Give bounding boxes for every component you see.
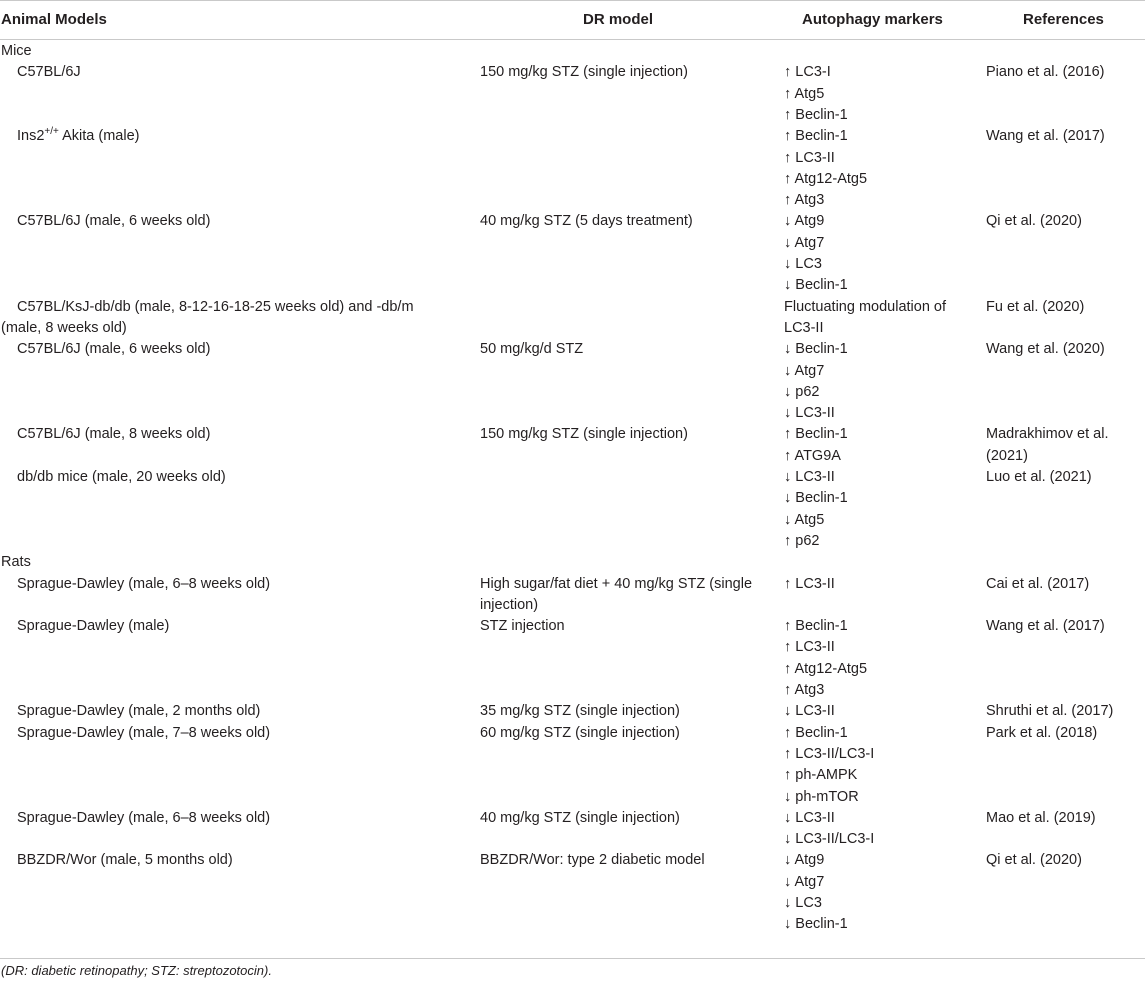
animal-model-cell: Sprague-Dawley (male, 6–8 weeks old): [17, 575, 271, 592]
autophagy-marker-cell: ↑ LC3-II/LC3-I: [784, 745, 875, 762]
autophagy-marker-cell: ↓ Atg7: [784, 362, 825, 379]
table-footnote: (DR: diabetic retinopathy; STZ: streptozotocin).: [1, 963, 272, 978]
autophagy-marker-cell: ↑ LC3-II: [784, 149, 835, 166]
autophagy-marker-cell: ↓ ph-mTOR: [784, 788, 859, 805]
autophagy-marker-cell: ↑ Atg3: [784, 682, 825, 698]
animal-model-cell: db/db mice (male, 20 weeks old): [17, 469, 226, 485]
reference-cell: Luo et al. (2021): [986, 469, 1092, 485]
autophagy-marker-cell: ↑ ph-AMPK: [784, 767, 858, 784]
dr-model-cell: 150 mg/kg STZ (single injection): [480, 426, 688, 443]
autophagy-marker-cell: ↑ Atg5: [784, 85, 825, 102]
dr-model-cell: 50 mg/kg/d STZ: [480, 341, 584, 358]
reference-cell: Shruthi et al. (2017): [986, 703, 1114, 720]
table-bottom-rule: [0, 958, 1145, 959]
autophagy-marker-cell: ↑ Beclin-1: [784, 724, 848, 741]
autophagy-marker-cell: ↓ LC3-II: [784, 703, 835, 720]
dr-model-cell: injection): [480, 596, 539, 613]
dr-model-cell: BBZDR/Wor: type 2 diabetic model: [480, 852, 705, 869]
autophagy-marker-cell: ↓ Atg9: [784, 213, 825, 230]
autophagy-marker-cell: ↓ Atg9: [784, 852, 825, 869]
autophagy-marker-cell: ↑ Atg12-Atg5: [784, 170, 868, 187]
animal-model-cell: C57BL/KsJ-db/db (male, 8-12-16-18-25 weeks old) and -db/m: [17, 298, 414, 315]
dr-model-cell: 60 mg/kg STZ (single injection): [480, 724, 680, 741]
autophagy-marker-cell: ↓ Beclin-1: [784, 490, 848, 507]
animal-model-cell: (male, 8 weeks old): [1, 319, 127, 336]
animal-model-cell: Sprague-Dawley (male): [17, 618, 170, 635]
autophagy-marker-cell: ↑ ATG9A: [784, 447, 841, 464]
autophagy-marker-cell: ↓ Atg5: [784, 511, 825, 528]
autophagy-marker-cell: ↓ Beclin-1: [784, 341, 848, 358]
autophagy-marker-cell: ↓ LC3-II/LC3-I: [784, 831, 875, 848]
animal-model-cell: C57BL/6J: [17, 64, 81, 81]
autophagy-marker-cell: ↑ LC3-II: [784, 575, 835, 592]
autophagy-marker-cell: ↓ LC3: [784, 895, 822, 911]
animal-model-cell: C57BL/6J (male, 8 weeks old): [17, 426, 211, 443]
header-animal-models: Animal Models: [1, 11, 107, 28]
reference-cell: Wang et al. (2017): [986, 128, 1105, 145]
reference-cell: Fu et al. (2020): [986, 298, 1085, 315]
table-header-row: [0, 0, 1145, 40]
autophagy-marker-cell: ↓ p62: [784, 383, 820, 400]
animal-model-cell: BBZDR/Wor (male, 5 months old): [17, 852, 233, 869]
dr-model-cell: 35 mg/kg STZ (single injection): [480, 703, 680, 720]
header-references: References: [1023, 11, 1104, 28]
header-bottom-rule: [0, 39, 1145, 40]
autophagy-marker-cell: ↑ p62: [784, 532, 820, 549]
dr-model-cell: High sugar/fat diet + 40 mg/kg STZ (single: [480, 575, 753, 592]
autophagy-marker-cell: ↓ LC3-II: [784, 809, 835, 826]
animal-model-cell: Sprague-Dawley (male, 2 months old): [17, 703, 261, 720]
reference-cell: Wang et al. (2020): [986, 341, 1105, 358]
header-autophagy-markers: Autophagy markers: [802, 11, 943, 28]
autophagy-marker-cell: ↓ LC3-II: [784, 405, 835, 422]
autophagy-marker-cell: ↓ LC3-II: [784, 469, 835, 485]
autophagy-marker-cell: ↑ Beclin-1: [784, 128, 848, 145]
autophagy-marker-cell: ↑ Atg3: [784, 192, 825, 209]
autophagy-marker-cell: ↑ Atg12-Atg5: [784, 660, 868, 677]
autophagy-marker-cell: ↓ LC3: [784, 256, 822, 272]
autophagy-marker-cell: ↑ LC3-II: [784, 639, 835, 656]
animal-model-cell: Sprague-Dawley (male, 6–8 weeks old): [17, 809, 271, 826]
autophagy-marker-cell: Fluctuating modulation of: [784, 298, 947, 315]
autophagy-marker-cell: ↓ Atg7: [784, 873, 825, 890]
autophagy-marker-cell: ↑ Beclin-1: [784, 426, 848, 443]
reference-cell: Qi et al. (2020): [986, 852, 1082, 869]
dr-model-cell: 150 mg/kg STZ (single injection): [480, 64, 688, 81]
section-label-mice: Mice: [1, 43, 32, 59]
dr-model-cell: 40 mg/kg STZ (single injection): [480, 809, 680, 826]
autophagy-marker-cell: LC3-II: [784, 319, 824, 336]
reference-cell: Madrakhimov et al.: [986, 426, 1109, 443]
header-dr-model: DR model: [583, 11, 654, 28]
reference-cell: Cai et al. (2017): [986, 575, 1090, 592]
reference-cell: Qi et al. (2020): [986, 213, 1082, 230]
reference-cell: Piano et al. (2016): [986, 64, 1105, 81]
autophagy-marker-cell: ↓ Atg7: [784, 234, 825, 251]
autophagy-marker-cell: ↑ Beclin-1: [784, 106, 848, 123]
autophagy-marker-cell: ↑ Beclin-1: [784, 618, 848, 635]
reference-cell: Park et al. (2018): [986, 724, 1098, 741]
dr-model-cell: STZ injection: [480, 618, 565, 635]
autophagy-marker-cell: ↓ Beclin-1: [784, 916, 848, 933]
autophagy-marker-cell: ↑ LC3-I: [784, 64, 831, 81]
animal-model-cell: C57BL/6J (male, 6 weeks old): [17, 213, 211, 230]
section-label-rats: Rats: [1, 554, 31, 571]
dr-model-cell: 40 mg/kg STZ (5 days treatment): [480, 213, 693, 230]
animal-model-cell: C57BL/6J (male, 6 weeks old): [17, 341, 211, 358]
reference-cell: Wang et al. (2017): [986, 618, 1105, 635]
autophagy-marker-cell: ↓ Beclin-1: [784, 277, 848, 294]
reference-cell: (2021): [986, 447, 1028, 464]
reference-cell: Mao et al. (2019): [986, 809, 1096, 826]
animal-model-cell: Sprague-Dawley (male, 7–8 weeks old): [17, 724, 271, 741]
animal-model-cell: Ins2+/+ Akita (male): [17, 126, 140, 145]
